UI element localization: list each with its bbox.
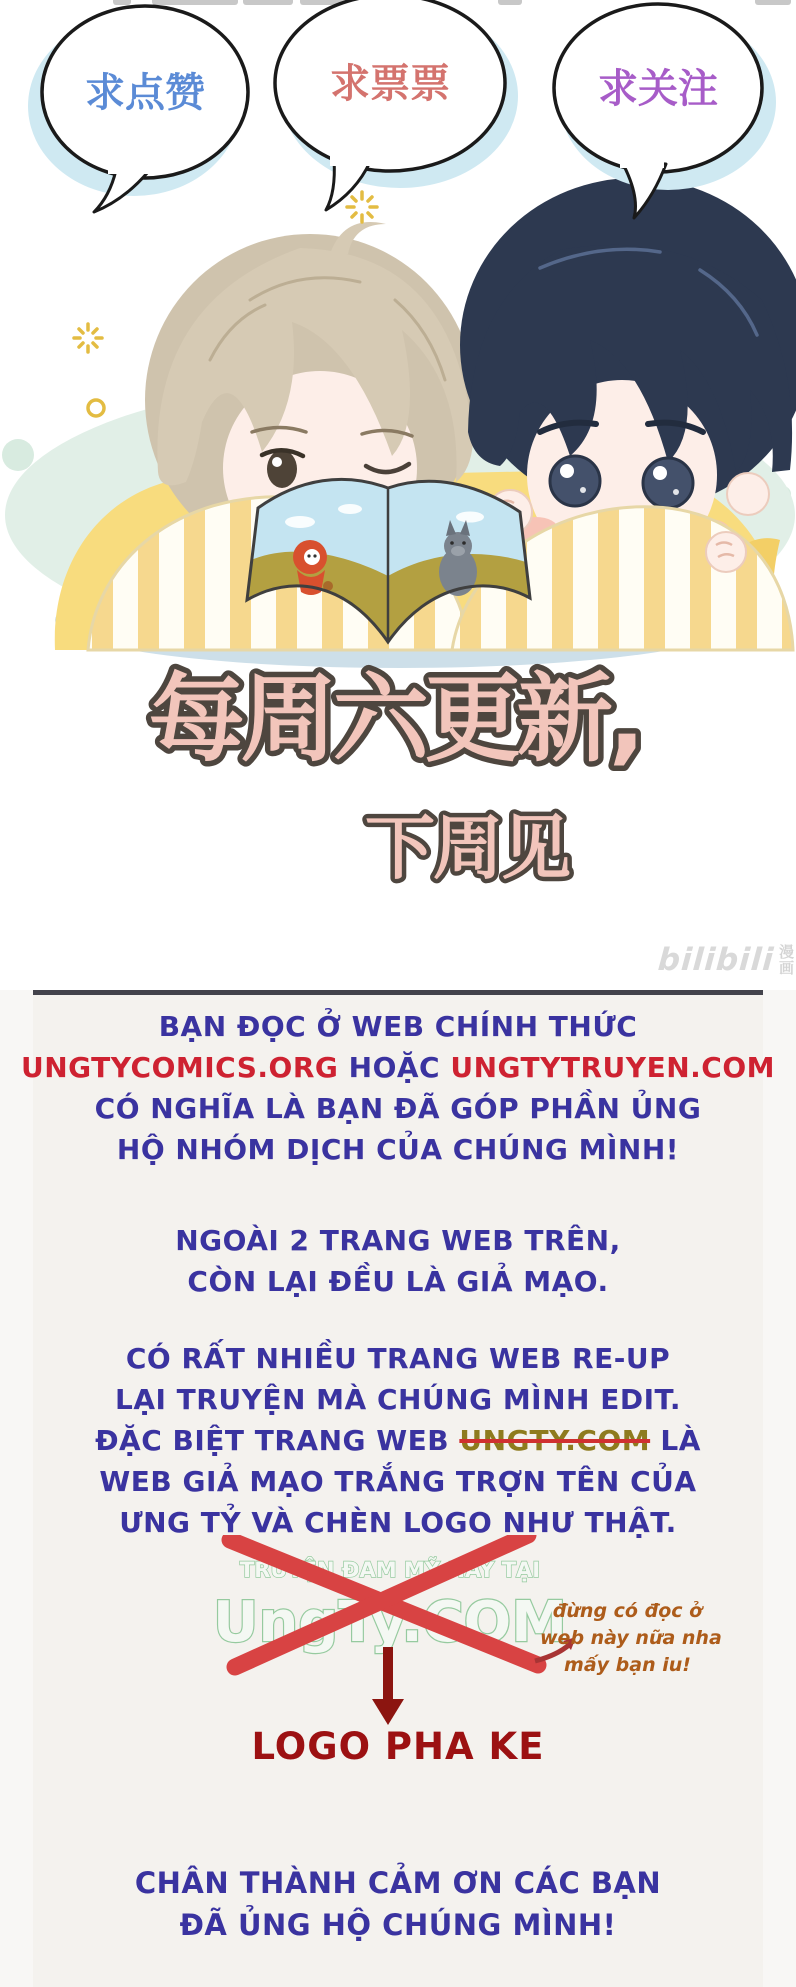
speech-bubble-vote (275, 0, 518, 210)
note-line: mấy bạn iu! (564, 1654, 691, 1676)
official-web-paragraph (0, 1006, 796, 1170)
credit-section (0, 990, 796, 1987)
credit-line: CÒN LẠI ĐỀU LÀ GIẢ MẠO. (187, 1265, 609, 1298)
note-line: web này nữa nha (540, 1627, 722, 1649)
credit-line: WEB GIẢ MẠO TRẮNG TRỢN TÊN CỦA (99, 1465, 697, 1498)
fake-url-struck: UNGTY.COM (459, 1424, 651, 1457)
credit-line: HỘ NHÓM DỊCH CỦA CHÚNG MÌNH! (116, 1133, 680, 1166)
credit-line-strike (0, 1420, 796, 1461)
credit-line: CÓ RẤT NHIỀU TRANG WEB RE-UP (125, 1342, 671, 1375)
credit-line: CÓ NGHĨA LÀ BẠN ĐÃ GÓP PHẦN ỦNG (94, 1092, 702, 1125)
strike-pre: ĐẶC BIỆT TRANG WEB (95, 1424, 460, 1457)
thanks-paragraph (0, 1862, 796, 1946)
credit-line: ƯNG TỶ VÀ CHÈN LOGO NHƯ THẬT. (119, 1506, 677, 1539)
credit-line: NGOÀI 2 TRANG WEB TRÊN, (175, 1224, 621, 1257)
credit-line: BẠN ĐỌC Ở WEB CHÍNH THỨC (158, 1010, 638, 1043)
fake-warning-paragraph (0, 1220, 796, 1302)
bubble-vote-text: 求票票 (330, 61, 450, 107)
bilibili-manhua-label: 漫画 (779, 943, 795, 977)
site-url-2: UNGTYTRUYEN.COM (450, 1051, 775, 1084)
credit-line: CHÂN THÀNH CẢM ƠN CÁC BẠN (134, 1866, 662, 1900)
fake-logo-name: UngTy.COM (212, 1590, 568, 1655)
conjunction: HOẶC (338, 1051, 451, 1084)
bubble-follow-text: 求关注 (598, 66, 718, 112)
site-url-1: UNGTYCOMICS.ORG (21, 1051, 339, 1084)
schedule-headline (149, 663, 641, 889)
bilibili-logo: bilibili (656, 942, 776, 978)
note-line: đừng có đọc ở (552, 1600, 703, 1622)
bubble-like-text: 求点赞 (85, 70, 205, 116)
schedule-line1: 每周六更新, (148, 663, 642, 775)
speech-bubble-like (28, 6, 248, 212)
down-arrow-icon (372, 1647, 404, 1725)
chibi-illustration (0, 0, 796, 990)
credit-line: ĐÃ ỦNG HỘ CHÚNG MÌNH! (179, 1908, 617, 1942)
strike-post: LÀ (650, 1424, 701, 1457)
schedule-line2: 下周见 (365, 807, 569, 889)
fake-logo-tagline: TRUYỆN ĐAM MỸ HAY TẠI (239, 1558, 541, 1582)
fake-logo-label: LOGO PHA KE (251, 1725, 545, 1768)
reup-warning-paragraph (0, 1338, 796, 1543)
handwritten-note (540, 1598, 722, 1679)
credit-line-sites (0, 1047, 796, 1088)
bilibili-watermark (650, 934, 796, 986)
credit-line: LẠI TRUYỆN MÀ CHÚNG MÌNH EDIT. (115, 1383, 681, 1416)
